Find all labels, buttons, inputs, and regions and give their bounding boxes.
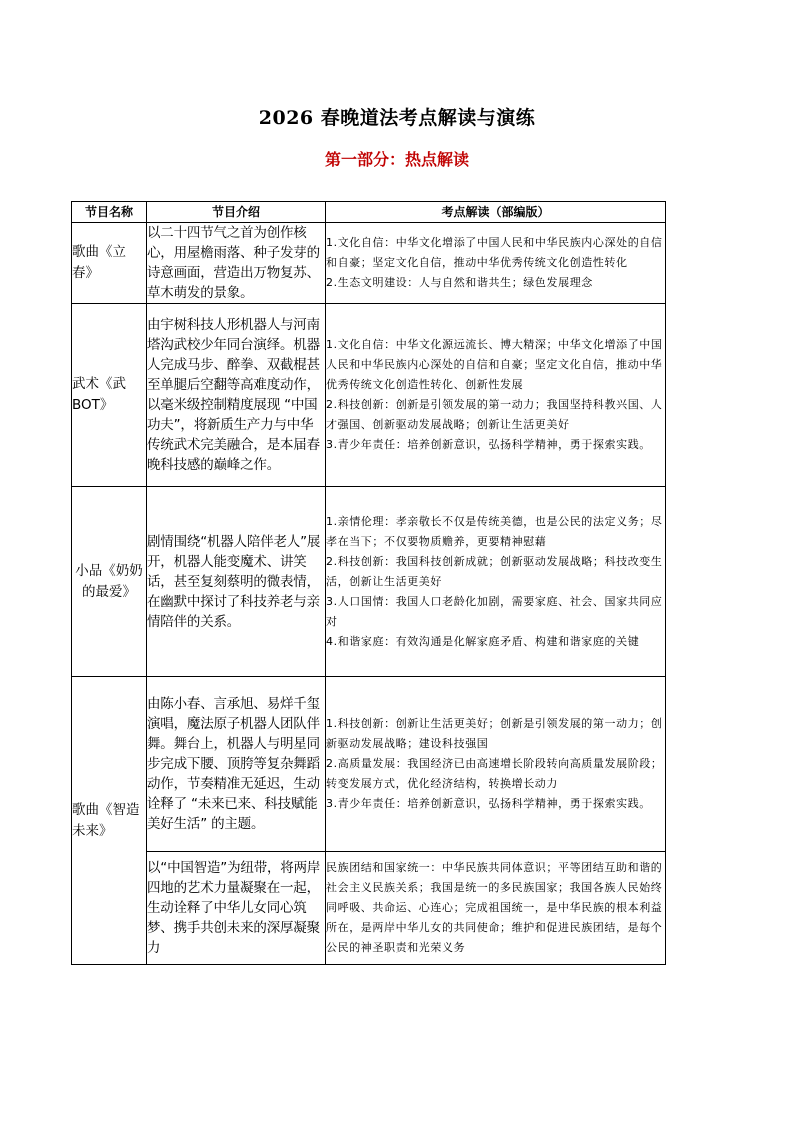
exam-point: 2.科技创新：我国科技创新成就；创新驱动发展战略；科技改变生活，创新让生活更美好 [326, 554, 663, 588]
table-row [72, 852, 666, 965]
program-intro: 剧情围绕“机器人陪伴老人”展开，机器人能变魔术、讲笑话，甚至复刻蔡明的微表情，在幽默中探讨了科技养老与亲情陪伴的关系。 [147, 487, 326, 677]
table-row [72, 487, 666, 677]
exam-point: 3.青少年责任：培养创新意识，弘扬科学精神，勇于探索实践。 [326, 438, 651, 451]
program-intro: 以二十四节气之首为创作核心，用屋檐雨落、种子发芽的诗意画面，营造出万物复苏、草木萌发的景象。 [147, 223, 326, 304]
exam-points [326, 487, 666, 677]
exam-point: 1.亲情伦理：孝亲敬长不仅是传统美德，也是公民的法定义务；尽孝在当下；不仅要物质赡养，更要精神慰藉 [326, 514, 663, 548]
program-intro: 以“中国智造”为纽带，将两岸四地的艺术力量凝聚在一起，生动诠释了中华儿女同心筑梦、携手共创未来的深厚凝聚力 [147, 852, 326, 965]
exam-point: 2.科技创新：创新是引领发展的第一动力；我国坚持科教兴国、人才强国、创新驱动发展战略；创新让生活更美好 [326, 398, 663, 431]
exam-point: 1.文化自信：中华文化源远流长、博大精深；中华文化增添了中国人民和中华民族内心深处的自信和自豪；坚定文化自信，推动中华优秀传统文化创造性转化、创新性发展 [326, 338, 663, 391]
exam-points [326, 304, 666, 487]
program-intro: 由宇树科技人形机器人与河南塔沟武校少年同台演绎。机器人完成马步、醉拳、双截棍甚至单腿后空翻等高难度动作，以毫米级控制精度展现 “中国功夫”，将新质生产力与中华传统武术完美融合，是本届春晚科技感的巅峰之作。 [147, 304, 326, 487]
section-title: 第一部分：热点解读 [324, 150, 469, 169]
program-name: 小品《奶奶的最爱》 [72, 487, 147, 677]
header-exam-points: 考点解读（部编版） [326, 202, 666, 223]
table-row [72, 304, 666, 487]
exam-point: 3.青少年责任：培养创新意识，弘扬科学精神，勇于探索实践。 [326, 797, 651, 810]
exam-points [326, 852, 666, 965]
table-row [72, 223, 666, 304]
exam-points [326, 677, 666, 852]
table-header-row [72, 202, 666, 223]
program-name: 歌曲《立春》 [72, 223, 147, 304]
program-name: 武术《武BOT》 [72, 304, 147, 487]
header-program-name: 节目名称 [72, 202, 147, 223]
exam-point: 2.高质量发展：我国经济已由高速增长阶段转向高质量发展阶段；转变发展方式，优化经济结构，转换增长动力 [326, 757, 663, 790]
hotspot-table [71, 201, 666, 965]
exam-point: 民族团结和国家统一：中华民族共同体意识；平等团结互助和谐的社会主义民族关系；我国是统一的多民族国家；我国各族人民始终同呼吸、共命运、心连心；完成祖国统一，是中华民族的根本利益所在，是两岸中华儿女的共同使命；维护和促进民族团结，是每个公民的神圣职责和光荣义务 [326, 861, 663, 954]
exam-point: 1.科技创新：创新让生活更美好；创新是引领发展的第一动力；创新驱动发展战略；建设科技强国 [326, 717, 663, 750]
exam-points [326, 223, 666, 304]
program-intro: 由陈小春、言承旭、易烊千玺演唱，魔法原子机器人团队伴舞。舞台上，机器人与明星同步完成下腰、顶胯等复杂舞蹈动作，节奏精准无延迟，生动诠释了 “未来已来、科技赋能美好生活” 的主题。 [147, 677, 326, 852]
exam-point: 2.生态文明建设：人与自然和谐共生；绿色发展理念 [326, 276, 593, 289]
program-name: 歌曲《智造未来》 [72, 677, 147, 965]
exam-point: 3.人口国情：我国人口老龄化加剧，需要家庭、社会、国家共同应对 [326, 594, 663, 628]
exam-point: 1.文化自信：中华文化增添了中国人民和中华民族内心深处的自信和自豪；坚定文化自信，推动中华优秀传统文化创造性转化 [326, 236, 663, 269]
table-row [72, 677, 666, 852]
header-program-intro: 节目介绍 [147, 202, 326, 223]
page-title: 2026 春晚道法考点解读与演练 [258, 107, 536, 129]
exam-point: 4.和谐家庭：有效沟通是化解家庭矛盾、构建和谐家庭的关键 [326, 634, 640, 648]
